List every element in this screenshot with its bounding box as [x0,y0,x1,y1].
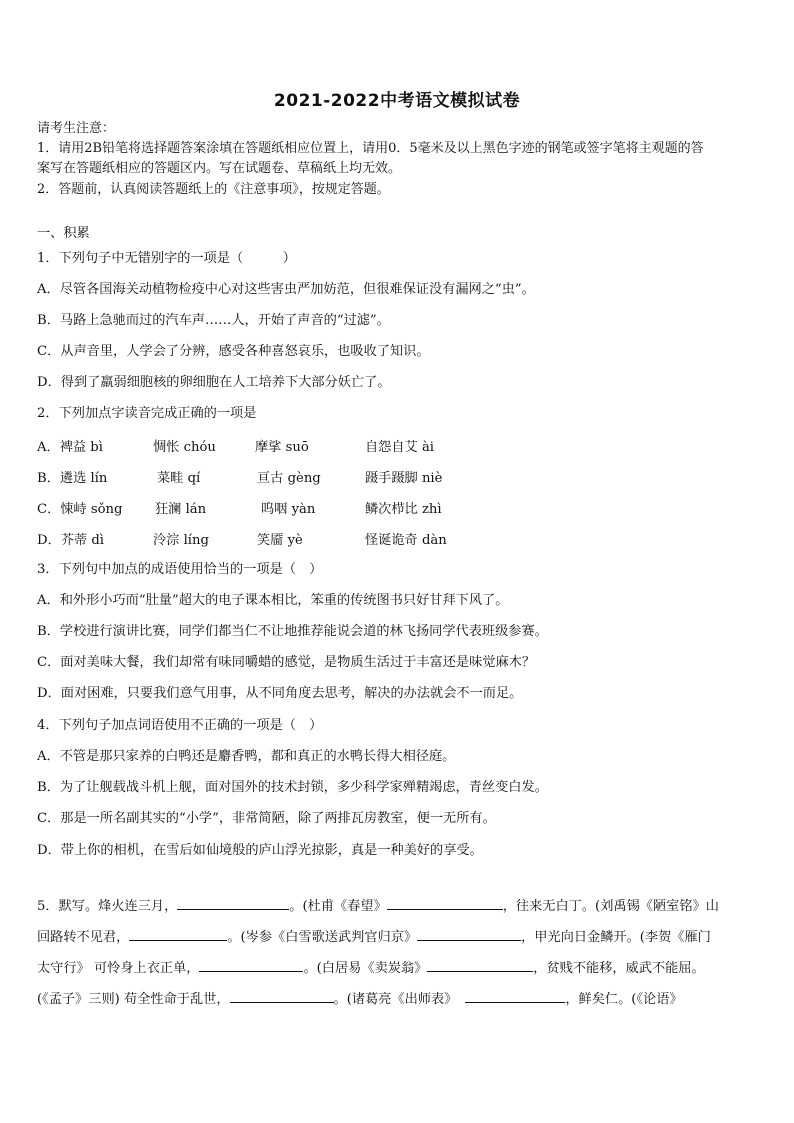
q2-d-item-1: D．芥蒂 dì [37,533,104,548]
q5-text-1a: 5．默写。烽火连三月， [37,899,178,914]
q5-text-2b: 。(岑参《白雪歌送武判官归京》 [227,930,418,945]
q2-b-item-4: 蹑手蹑脚 niè [365,471,443,486]
q2-c-item-3: 呜咽 yàn [261,502,316,517]
q5-text-1b: 。(杜甫《春望》 [289,899,387,914]
q2-c-item-1: C．悚峙 sǒng [37,502,123,517]
notice-heading: 请考生注意： [37,121,116,136]
answer-blank[interactable] [465,988,565,1003]
section-heading: 一、积累 [37,226,90,241]
q2-stem: 2．下列加点字读音完成正确的一项是 [37,406,257,421]
q2-b-item-1: B．遴选 lín [37,471,108,486]
q3-stem: 3．下列句中加点的成语使用恰当的一项是（ ） [37,562,323,577]
q5-text-3b: 。(白居易《卖炭翁》 [303,961,428,976]
q5-text-4a: (《孟子》三则) 苟全性命于乱世， [37,992,230,1007]
answer-blank[interactable] [199,957,303,972]
q1-option-c: C．从声音里，人学会了分辨，感受各种喜怒哀乐，也吸收了知识。 [37,344,430,359]
q1-option-a: A．尽管各国海关动植物检疫中心对这些害虫严加妨范，但很难保证没有漏网之“虫”。 [37,282,535,297]
q2-d-item-3: 笑靥 yè [257,533,303,548]
answer-blank[interactable] [427,957,533,972]
q2-a-item-2: 惆怅 chóu [153,440,216,455]
q5-line-1 [37,895,719,916]
q2-c-item-2: 狂澜 lán [155,502,207,517]
q5-line-4 [37,988,683,1009]
q2-d-item-4: 怪诞诡奇 dàn [365,533,447,548]
q5-text-2c: ，甲光向日金鳞开。(李贺《雁门 [521,930,711,945]
q5-line-2 [37,926,711,947]
q3-option-b: B．学校进行演讲比赛，同学们都当仁不让地推荐能说会道的林飞扬同学代表班级参赛。 [37,624,548,639]
notice-line-1b: 案写在答题纸相应的答题区内。写在试题卷、草稿纸上均无效。 [37,161,402,176]
q2-a-item-4: 自怨自艾 ài [365,440,435,455]
q2-d-item-2: 泠淙 líng [153,533,209,548]
q3-option-d: D．面对困难，只要我们意气用事，从不同角度去思考，解决的办法就会不一而足。 [37,686,523,701]
page-title: 2021-2022中考语文模拟试卷 [273,91,521,111]
answer-blank[interactable] [417,926,521,941]
answer-blank[interactable] [129,926,227,941]
notice-line-2: 2．答题前，认真阅读答题纸上的《注意事项》，按规定答题。 [37,182,390,197]
q5-text-2a: 回路转不见君， [37,930,130,945]
q2-a-item-1: A．裨益 bì [37,440,103,455]
q3-option-a: A．和外形小巧而“肚量”超大的电子课本相比，笨重的传统图书只好甘拜下风了。 [37,593,509,608]
q4-option-a: A．不管是那只家养的白鸭还是麝香鸭，都和真正的水鸭长得大相径庭。 [37,749,456,764]
answer-blank[interactable] [230,988,334,1003]
q2-c-item-4: 鳞次栉比 zhì [365,502,442,517]
q4-stem: 4．下列句子加点词语使用不正确的一项是（ ） [37,718,323,733]
q2-b-item-3: 亘古 gèng [257,471,321,486]
q5-text-4b: 。(诸葛亮《出师表》 [333,992,458,1007]
q4-option-b: B．为了让舰载战斗机上舰，面对国外的技术封锁，多少科学家殚精竭虑，青丝变白发。 [37,780,548,795]
answer-blank[interactable] [387,895,503,910]
q1-stem: 1．下列句子中无错别字的一项是（ ） [37,251,296,266]
q3-option-c: C．面对美味大餐，我们却常有味同嚼蜡的感觉，是物质生活过于丰富还是味觉麻木？ [37,655,536,670]
q5-text-1c: ，往来无白丁。(刘禹锡《陋室铭》山 [502,899,719,914]
q5-line-3 [37,957,705,978]
q2-b-item-2: 菜畦 qí [157,471,201,486]
q2-a-item-3: 摩挲 suō [255,440,309,455]
q4-option-c: C．那是一所名副其实的“小学”，非常简陋，除了两排瓦房教室，便一无所有。 [37,811,496,826]
q5-text-3a: 太守行》 可怜身上衣正单， [37,961,200,976]
answer-blank[interactable] [177,895,289,910]
notice-line-1a: 1．请用2B铅笔将选择题答案涂填在答题纸相应位置上，请用0．5毫米及以上黑色字迹的钢笔或签字笔将主观题的答 [37,141,704,156]
q1-option-d: D．得到了羸弱细胞核的卵细胞在人工培养下大部分妖亡了。 [37,375,391,390]
q4-option-d: D．带上你的相机，在雪后如仙境般的庐山浮光掠影，真是一种美好的享受。 [37,843,483,858]
q5-text-3c: ，贫贱不能移，威武不能屈。 [533,961,705,976]
q1-option-b: B．马路上急驰而过的汽车声……人，开始了声音的“过滤”。 [37,313,390,328]
q5-text-4c: ，鲜矣仁。(《论语》 [565,992,683,1007]
